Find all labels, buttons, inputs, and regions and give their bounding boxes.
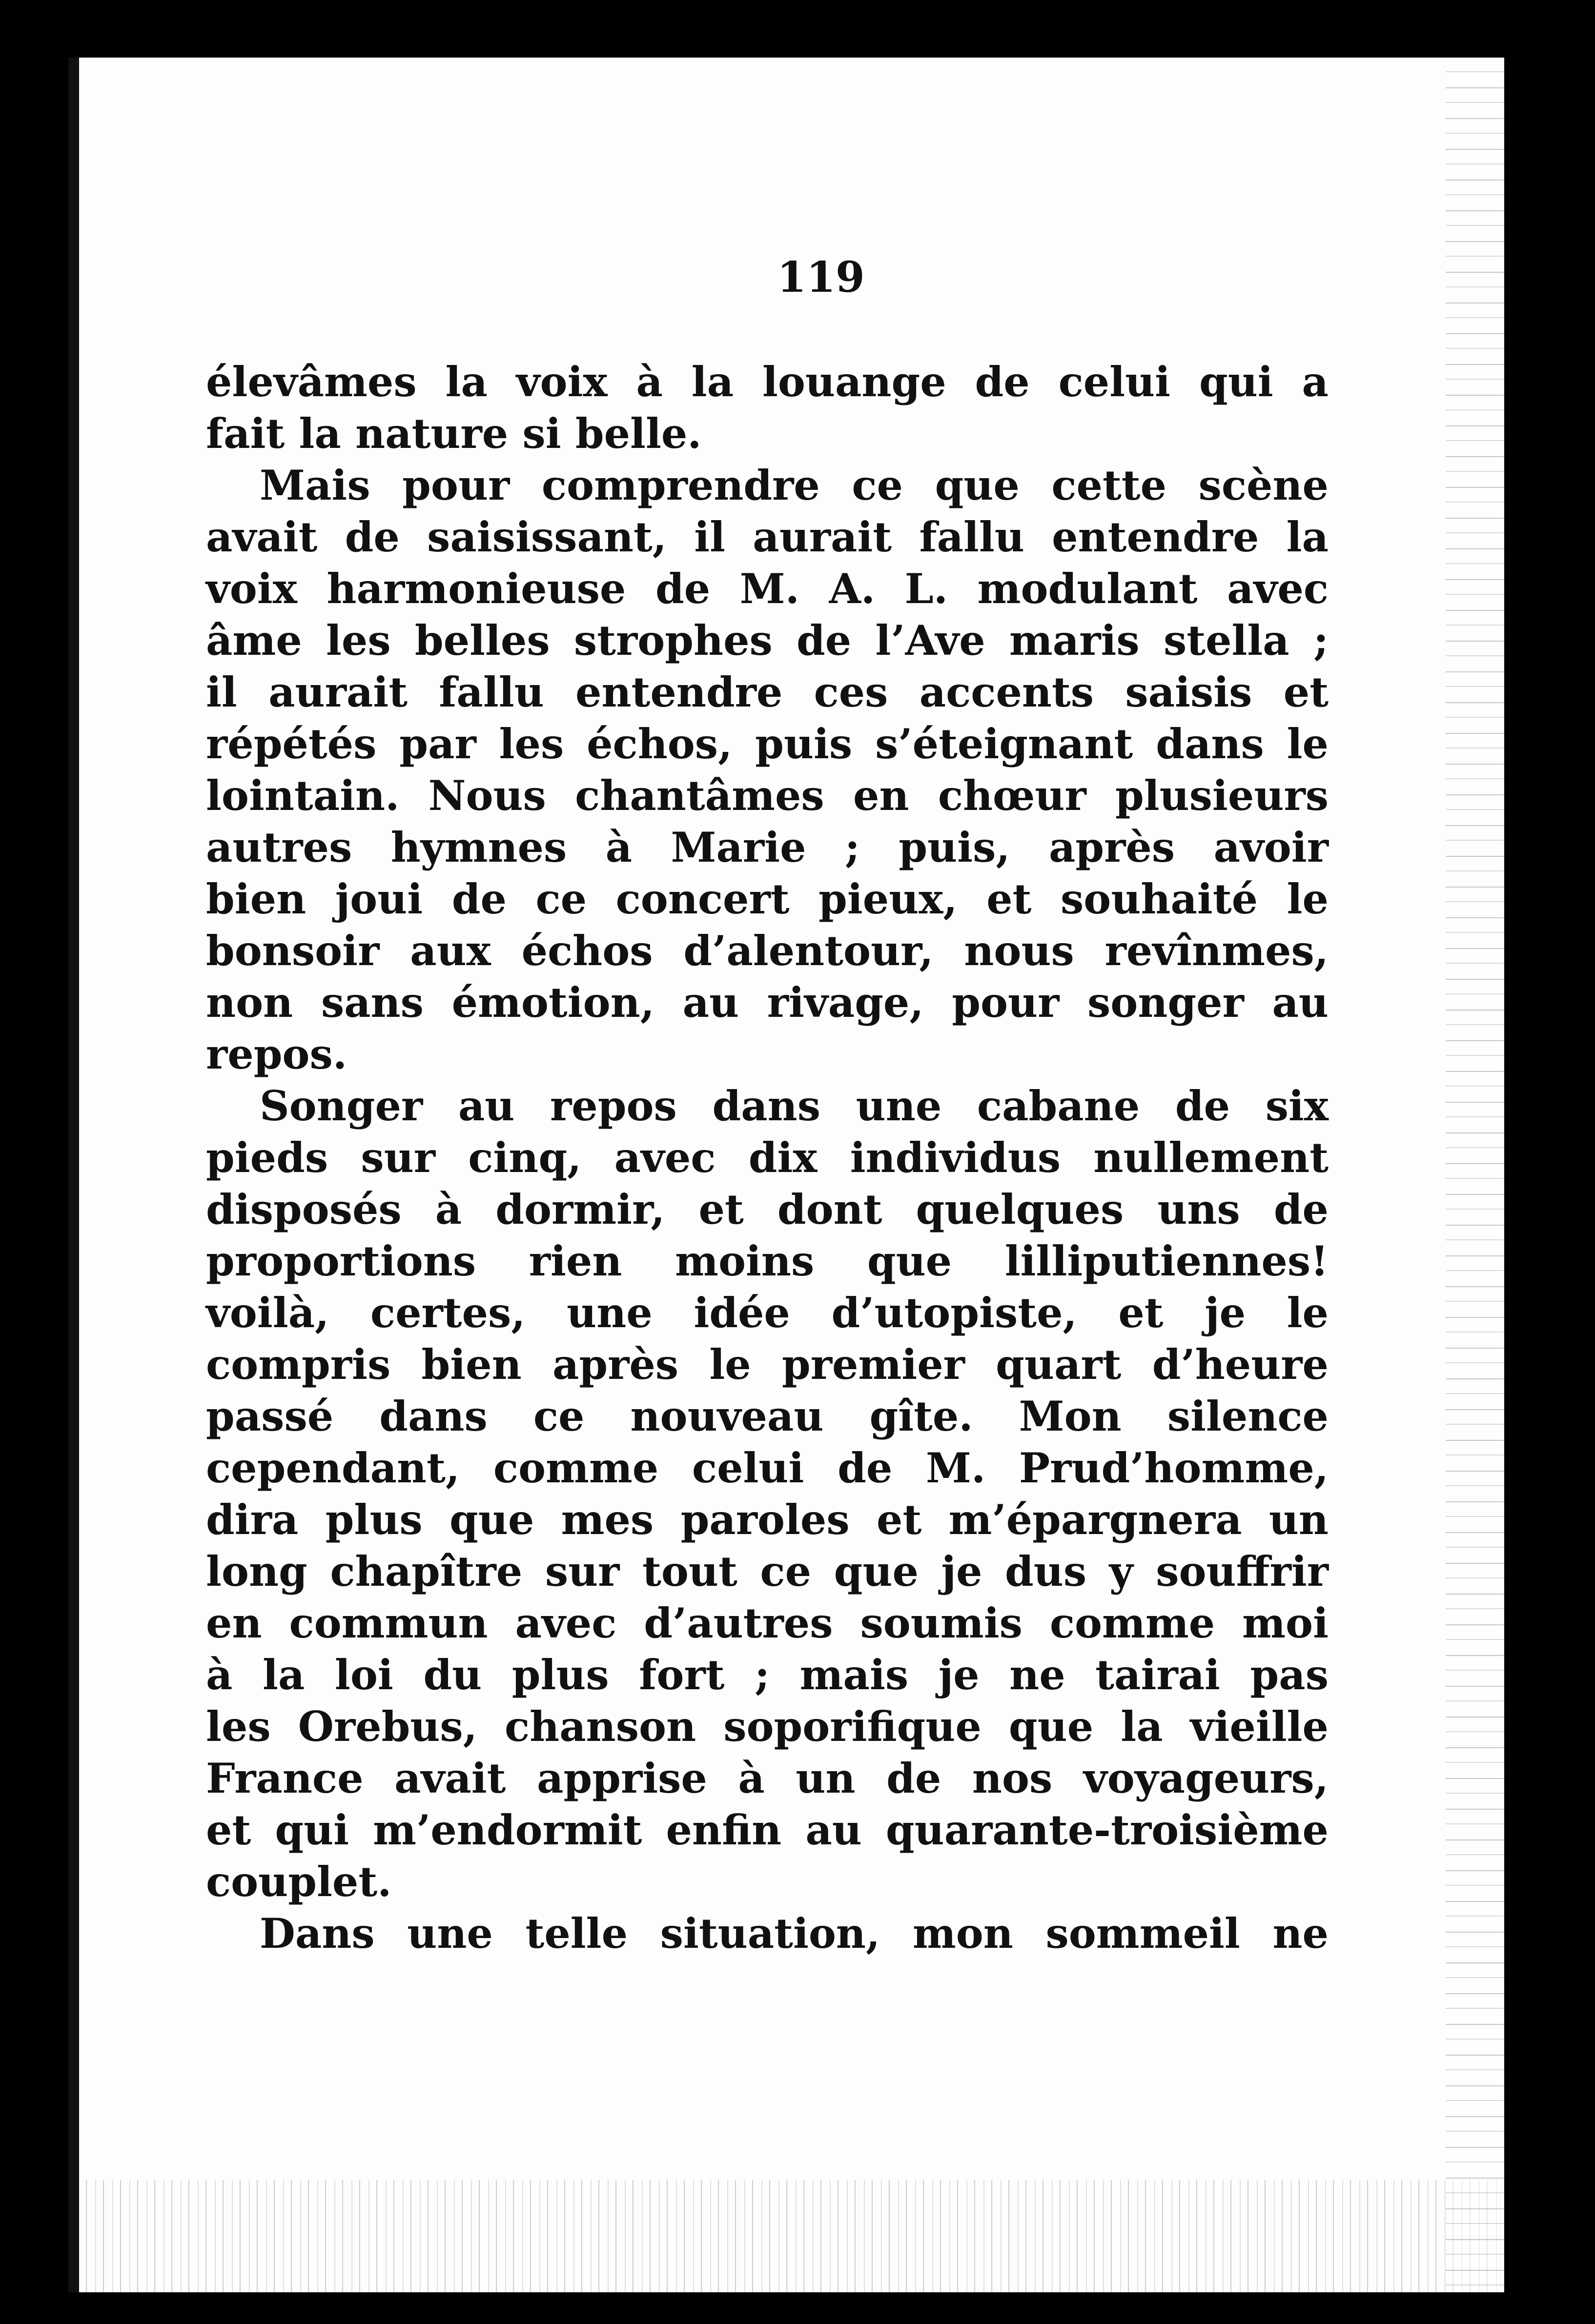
book-page [68,58,1504,2292]
text-line: Dans une telle situation, mon sommeil ne [260,1909,1329,1958]
text-line: disposés à dormir, et dont quelques uns de [206,1185,1329,1233]
page-text [206,356,1329,1960]
text-line: voilà, certes, une idée d’utopiste, et je le [206,1289,1329,1337]
text-line: compris bien après le premier quart d’heure [206,1340,1329,1389]
text-line: répétés par les échos, puis s’éteignant dans le [206,720,1329,768]
text-line: dira plus que mes paroles et m’épargnera un [206,1495,1329,1544]
text-line: couplet. [206,1858,392,1906]
text-line: en commun avec d’autres soumis comme moi [206,1599,1329,1647]
text-line: autres hymnes à Marie ; puis, après avoir [206,823,1329,871]
paragraph-3 [206,1080,1329,1908]
text-line: passé dans ce nouveau gîte. Mon silence [206,1392,1329,1440]
text-line: long chapître sur tout ce que je dus y souffrir [206,1547,1329,1596]
paragraph-4 [206,1908,1329,1960]
text-line: les Orebus, chanson soporifique que la vieille [206,1702,1329,1751]
text-line: proportions rien moins que lilliputiennes! [206,1237,1329,1285]
text-line: lointain. Nous chantâmes en chœur plusieurs [206,771,1329,820]
text-line: à la loi du plus fort ; mais je ne tairai pas [206,1651,1329,1699]
text-line: voix harmonieuse de M. A. L. modulant avec [206,565,1329,613]
text-line: il aurait fallu entendre ces accents saisis et [206,668,1329,716]
paragraph-1 [206,356,1329,460]
text-line: avait de saisissant, il aurait fallu entendre la [206,513,1329,561]
text-line: Mais pour comprendre ce que cette scène [260,461,1329,509]
page-number: 119 [777,253,865,302]
paragraph-2 [206,460,1329,1080]
text-line: pieds sur cinq, avec dix individus nullement [206,1133,1329,1182]
scan-noise [79,2180,1504,2292]
text-line: France avait apprise à un de nos voyageurs, [206,1754,1329,1802]
text-line: âme les belles strophes de l’Ave maris stella ; [206,616,1329,665]
text-line: non sans émotion, au rivage, pour songer au [206,978,1329,1027]
text-line: cependant, comme celui de M. Prud’homme, [206,1444,1329,1492]
text-line: bonsoir aux échos d’alentour, nous revînmes, [206,927,1329,975]
text-line: Songer au repos dans une cabane de six [260,1082,1329,1130]
text-line: fait la nature si belle. [206,409,702,458]
text-line: bien joui de ce concert pieux, et souhaité le [206,875,1329,923]
text-line: repos. [206,1030,347,1078]
text-line: et qui m’endormit enfin au quarante-troisième [206,1806,1329,1854]
text-line: élevâmes la voix à la louange de celui qui a [206,358,1329,406]
